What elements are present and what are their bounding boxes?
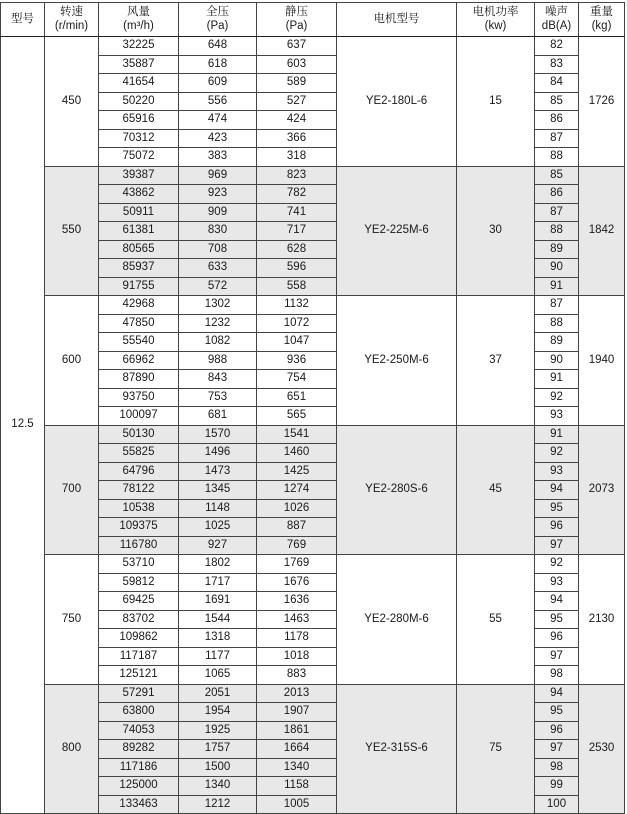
- total-pressure-cell: 1025: [179, 518, 257, 537]
- total-pressure-cell: 572: [179, 277, 257, 296]
- total-pressure-cell: 1802: [179, 555, 257, 574]
- static-pressure-cell: 936: [257, 351, 337, 370]
- airflow-cell: 89282: [99, 740, 179, 759]
- noise-cell: 96: [535, 518, 579, 537]
- noise-cell: 92: [535, 555, 579, 574]
- motor-power-cell: 75: [457, 684, 535, 814]
- total-pressure-cell: 1302: [179, 296, 257, 315]
- noise-cell: 93: [535, 462, 579, 481]
- total-pressure-cell: 1717: [179, 573, 257, 592]
- static-pressure-cell: 754: [257, 370, 337, 389]
- total-pressure-cell: 753: [179, 388, 257, 407]
- airflow-cell: 133463: [99, 795, 179, 814]
- static-pressure-cell: 1460: [257, 444, 337, 463]
- noise-cell: 89: [535, 333, 579, 352]
- total-pressure-cell: 1177: [179, 647, 257, 666]
- noise-cell: 87: [535, 203, 579, 222]
- total-pressure-cell: 1345: [179, 481, 257, 500]
- static-pressure-cell: 1861: [257, 721, 337, 740]
- total-pressure-cell: 1500: [179, 758, 257, 777]
- header-speed: 转速 (r/min): [45, 3, 99, 37]
- motor-model-cell: YE2-280S-6: [337, 425, 457, 555]
- static-pressure-cell: 651: [257, 388, 337, 407]
- static-pressure-cell: 565: [257, 407, 337, 426]
- total-pressure-cell: 1925: [179, 721, 257, 740]
- airflow-cell: 10538: [99, 499, 179, 518]
- static-pressure-cell: 1158: [257, 777, 337, 796]
- noise-cell: 94: [535, 481, 579, 500]
- table-row: [1, 37, 625, 56]
- static-pressure-cell: 769: [257, 536, 337, 555]
- airflow-cell: 74053: [99, 721, 179, 740]
- noise-cell: 83: [535, 55, 579, 74]
- airflow-cell: 85937: [99, 259, 179, 278]
- static-pressure-cell: 1072: [257, 314, 337, 333]
- noise-cell: 98: [535, 666, 579, 685]
- total-pressure-cell: 1954: [179, 703, 257, 722]
- static-pressure-cell: 1047: [257, 333, 337, 352]
- weight-cell: 2073: [579, 425, 625, 555]
- total-pressure-cell: 648: [179, 37, 257, 56]
- airflow-cell: 59812: [99, 573, 179, 592]
- speed-cell: 750: [45, 555, 99, 685]
- header-motor-model: 电机型号: [337, 3, 457, 37]
- static-pressure-cell: 527: [257, 92, 337, 111]
- airflow-cell: 100097: [99, 407, 179, 426]
- airflow-cell: 64796: [99, 462, 179, 481]
- speed-cell: 700: [45, 425, 99, 555]
- total-pressure-cell: 1544: [179, 610, 257, 629]
- airflow-cell: 61381: [99, 222, 179, 241]
- airflow-cell: 80565: [99, 240, 179, 259]
- weight-cell: 1940: [579, 296, 625, 426]
- airflow-cell: 117186: [99, 758, 179, 777]
- static-pressure-cell: 424: [257, 111, 337, 130]
- airflow-cell: 47850: [99, 314, 179, 333]
- airflow-cell: 83702: [99, 610, 179, 629]
- noise-cell: 94: [535, 684, 579, 703]
- airflow-cell: 53710: [99, 555, 179, 574]
- speed-cell: 600: [45, 296, 99, 426]
- noise-cell: 91: [535, 277, 579, 296]
- noise-cell: 91: [535, 425, 579, 444]
- header-motor-power: 电机功率 (kw): [457, 3, 535, 37]
- total-pressure-cell: 1212: [179, 795, 257, 814]
- noise-cell: 86: [535, 185, 579, 204]
- total-pressure-cell: 988: [179, 351, 257, 370]
- noise-cell: 88: [535, 314, 579, 333]
- static-pressure-cell: 1178: [257, 629, 337, 648]
- noise-cell: 84: [535, 74, 579, 93]
- noise-cell: 92: [535, 388, 579, 407]
- motor-power-cell: 37: [457, 296, 535, 426]
- total-pressure-cell: 681: [179, 407, 257, 426]
- motor-power-cell: 55: [457, 555, 535, 685]
- static-pressure-cell: 782: [257, 185, 337, 204]
- weight-cell: 2530: [579, 684, 625, 814]
- static-pressure-cell: 589: [257, 74, 337, 93]
- airflow-cell: 50130: [99, 425, 179, 444]
- total-pressure-cell: 618: [179, 55, 257, 74]
- airflow-cell: 39387: [99, 166, 179, 185]
- total-pressure-cell: 633: [179, 259, 257, 278]
- airflow-cell: 117187: [99, 647, 179, 666]
- noise-cell: 85: [535, 92, 579, 111]
- speed-cell: 800: [45, 684, 99, 814]
- static-pressure-cell: 1425: [257, 462, 337, 481]
- static-pressure-cell: 558: [257, 277, 337, 296]
- noise-cell: 87: [535, 129, 579, 148]
- total-pressure-cell: 1340: [179, 777, 257, 796]
- motor-power-cell: 45: [457, 425, 535, 555]
- total-pressure-cell: 1496: [179, 444, 257, 463]
- airflow-cell: 69425: [99, 592, 179, 611]
- airflow-cell: 57291: [99, 684, 179, 703]
- airflow-cell: 55540: [99, 333, 179, 352]
- noise-cell: 89: [535, 240, 579, 259]
- static-pressure-cell: 717: [257, 222, 337, 241]
- noise-cell: 90: [535, 259, 579, 278]
- total-pressure-cell: 1570: [179, 425, 257, 444]
- noise-cell: 88: [535, 148, 579, 167]
- airflow-cell: 87890: [99, 370, 179, 389]
- airflow-cell: 65916: [99, 111, 179, 130]
- airflow-cell: 70312: [99, 129, 179, 148]
- static-pressure-cell: 1664: [257, 740, 337, 759]
- airflow-cell: 116780: [99, 536, 179, 555]
- noise-cell: 91: [535, 370, 579, 389]
- airflow-cell: 32225: [99, 37, 179, 56]
- airflow-cell: 50220: [99, 92, 179, 111]
- speed-cell: 550: [45, 166, 99, 296]
- header-airflow: 风量 (m³/h): [99, 3, 179, 37]
- header-static-pressure: 静压 (Pa): [257, 3, 337, 37]
- weight-cell: 2130: [579, 555, 625, 685]
- static-pressure-cell: 741: [257, 203, 337, 222]
- motor-model-cell: YE2-250M-6: [337, 296, 457, 426]
- table-row: [1, 684, 625, 703]
- noise-cell: 93: [535, 573, 579, 592]
- table-row: [1, 166, 625, 185]
- airflow-cell: 66962: [99, 351, 179, 370]
- static-pressure-cell: 603: [257, 55, 337, 74]
- airflow-cell: 93750: [99, 388, 179, 407]
- total-pressure-cell: 843: [179, 370, 257, 389]
- airflow-cell: 55825: [99, 444, 179, 463]
- total-pressure-cell: 2051: [179, 684, 257, 703]
- total-pressure-cell: 1082: [179, 333, 257, 352]
- total-pressure-cell: 969: [179, 166, 257, 185]
- total-pressure-cell: 830: [179, 222, 257, 241]
- header-total-pressure: 全压 (Pa): [179, 3, 257, 37]
- airflow-cell: 109862: [99, 629, 179, 648]
- static-pressure-cell: 1018: [257, 647, 337, 666]
- static-pressure-cell: 823: [257, 166, 337, 185]
- total-pressure-cell: 1473: [179, 462, 257, 481]
- static-pressure-cell: 1769: [257, 555, 337, 574]
- airflow-cell: 75072: [99, 148, 179, 167]
- header-model: 型号: [1, 3, 45, 37]
- total-pressure-cell: 923: [179, 185, 257, 204]
- airflow-cell: 78122: [99, 481, 179, 500]
- total-pressure-cell: 423: [179, 129, 257, 148]
- total-pressure-cell: 383: [179, 148, 257, 167]
- noise-cell: 94: [535, 592, 579, 611]
- noise-cell: 90: [535, 351, 579, 370]
- airflow-cell: 50911: [99, 203, 179, 222]
- fan-performance-table: [0, 2, 625, 814]
- total-pressure-cell: 1065: [179, 666, 257, 685]
- static-pressure-cell: 318: [257, 148, 337, 167]
- noise-cell: 97: [535, 740, 579, 759]
- static-pressure-cell: 1541: [257, 425, 337, 444]
- table-body: [1, 37, 625, 814]
- static-pressure-cell: 1907: [257, 703, 337, 722]
- total-pressure-cell: 556: [179, 92, 257, 111]
- total-pressure-cell: 1232: [179, 314, 257, 333]
- airflow-cell: 35887: [99, 55, 179, 74]
- static-pressure-cell: 1463: [257, 610, 337, 629]
- header-weight: 重量 (kg): [579, 3, 625, 37]
- noise-cell: 96: [535, 629, 579, 648]
- motor-model-cell: YE2-225M-6: [337, 166, 457, 296]
- airflow-cell: 63800: [99, 703, 179, 722]
- weight-cell: 1726: [579, 37, 625, 167]
- airflow-cell: 42968: [99, 296, 179, 315]
- static-pressure-cell: 637: [257, 37, 337, 56]
- motor-model-cell: YE2-315S-6: [337, 684, 457, 814]
- airflow-cell: 109375: [99, 518, 179, 537]
- model-cell: 12.5: [1, 37, 45, 814]
- total-pressure-cell: 474: [179, 111, 257, 130]
- airflow-cell: 43862: [99, 185, 179, 204]
- noise-cell: 86: [535, 111, 579, 130]
- static-pressure-cell: 596: [257, 259, 337, 278]
- static-pressure-cell: 883: [257, 666, 337, 685]
- motor-model-cell: YE2-280M-6: [337, 555, 457, 685]
- airflow-cell: 41654: [99, 74, 179, 93]
- static-pressure-cell: 1026: [257, 499, 337, 518]
- total-pressure-cell: 1148: [179, 499, 257, 518]
- airflow-cell: 125000: [99, 777, 179, 796]
- total-pressure-cell: 909: [179, 203, 257, 222]
- noise-cell: 85: [535, 166, 579, 185]
- total-pressure-cell: 609: [179, 74, 257, 93]
- header-noise: 噪声 dB(A): [535, 3, 579, 37]
- motor-power-cell: 15: [457, 37, 535, 167]
- static-pressure-cell: 1274: [257, 481, 337, 500]
- motor-power-cell: 30: [457, 166, 535, 296]
- airflow-cell: 125121: [99, 666, 179, 685]
- static-pressure-cell: 628: [257, 240, 337, 259]
- static-pressure-cell: 1340: [257, 758, 337, 777]
- airflow-cell: 91755: [99, 277, 179, 296]
- static-pressure-cell: 1676: [257, 573, 337, 592]
- table-row: [1, 296, 625, 315]
- total-pressure-cell: 708: [179, 240, 257, 259]
- noise-cell: 100: [535, 795, 579, 814]
- table-row: [1, 425, 625, 444]
- static-pressure-cell: 1005: [257, 795, 337, 814]
- header-row: [1, 3, 625, 37]
- static-pressure-cell: 1132: [257, 296, 337, 315]
- noise-cell: 82: [535, 37, 579, 56]
- noise-cell: 99: [535, 777, 579, 796]
- static-pressure-cell: 887: [257, 518, 337, 537]
- motor-model-cell: YE2-180L-6: [337, 37, 457, 167]
- total-pressure-cell: 1318: [179, 629, 257, 648]
- noise-cell: 87: [535, 296, 579, 315]
- noise-cell: 95: [535, 703, 579, 722]
- speed-cell: 450: [45, 37, 99, 167]
- noise-cell: 93: [535, 407, 579, 426]
- static-pressure-cell: 366: [257, 129, 337, 148]
- noise-cell: 88: [535, 222, 579, 241]
- weight-cell: 1842: [579, 166, 625, 296]
- noise-cell: 96: [535, 721, 579, 740]
- noise-cell: 97: [535, 536, 579, 555]
- static-pressure-cell: 2013: [257, 684, 337, 703]
- noise-cell: 95: [535, 499, 579, 518]
- total-pressure-cell: 1757: [179, 740, 257, 759]
- noise-cell: 95: [535, 610, 579, 629]
- noise-cell: 92: [535, 444, 579, 463]
- table-row: [1, 555, 625, 574]
- noise-cell: 98: [535, 758, 579, 777]
- total-pressure-cell: 1691: [179, 592, 257, 611]
- static-pressure-cell: 1636: [257, 592, 337, 611]
- noise-cell: 97: [535, 647, 579, 666]
- total-pressure-cell: 927: [179, 536, 257, 555]
